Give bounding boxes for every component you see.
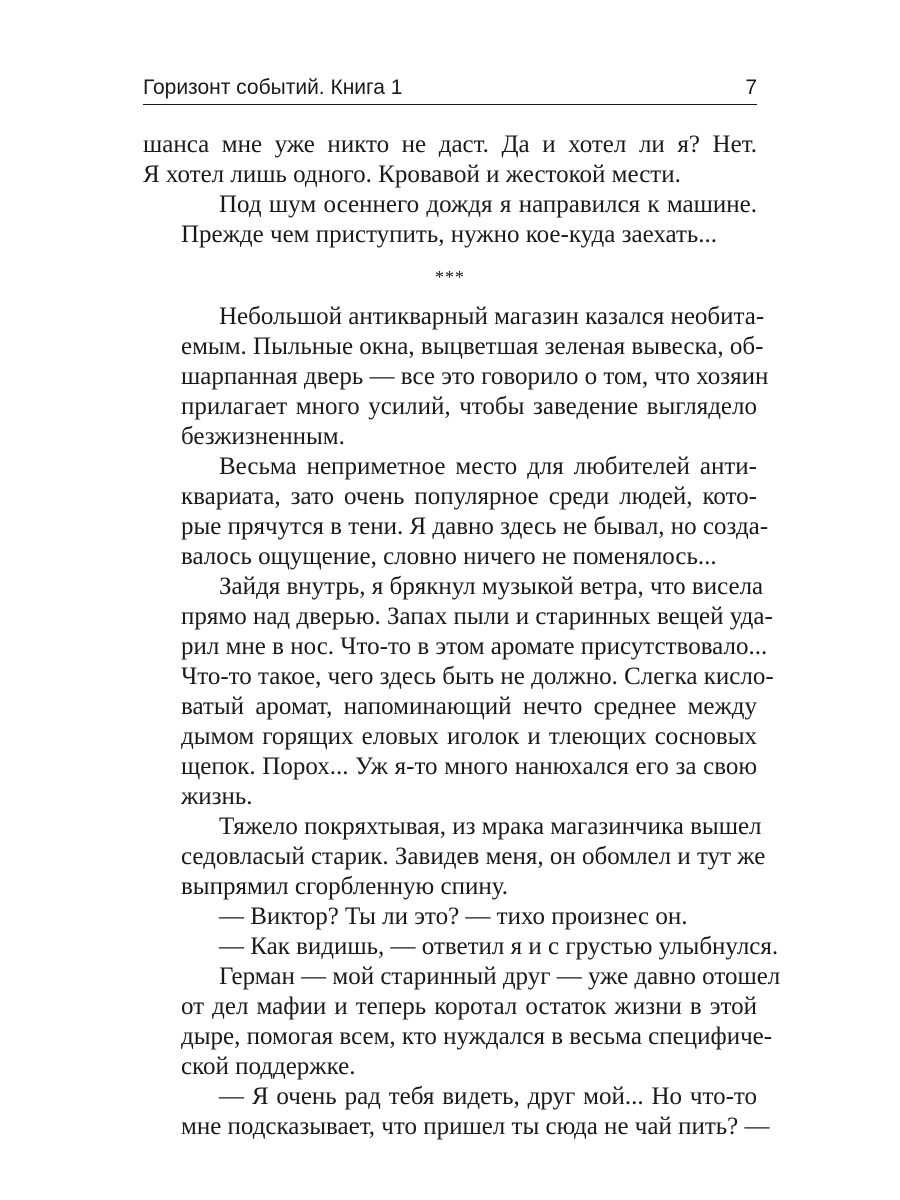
text-line: седовласый старик. Завидев меня, он обомлел и тут же — [181, 843, 766, 870]
paragraph-3 — [143, 302, 769, 452]
text-line: валось ощущение, словно ничего не поменялось... — [181, 543, 717, 570]
paragraph-7 — [143, 962, 781, 1082]
dialogue-line-1 — [143, 902, 757, 932]
text-line: — Я очень рад тебя видеть, друг мой... Но что-то — [219, 1083, 757, 1110]
dialogue-line-3 — [143, 1082, 770, 1142]
text-line: Небольшой антикварный магазин казался необита- — [219, 303, 765, 330]
text-line: жизнь. — [181, 783, 253, 810]
text-line: — Виктор? Ты ли это? — тихо произнес он. — [219, 903, 688, 930]
text-line: Весьма неприметное место для любителей анти- — [219, 453, 757, 480]
paragraph-2 — [143, 190, 757, 250]
paragraph-1 — [143, 130, 757, 190]
text-line: дымом горящих еловых иголок и тлеющих сосновых — [181, 723, 757, 750]
text-line: дыре, помогая всем, кто нуждался в весьма специфиче- — [181, 1023, 773, 1050]
paragraph-6 — [143, 812, 766, 902]
text-line: шарпанная дверь — все это говорило о том, что хозяин — [181, 363, 769, 390]
page-number: 7 — [745, 76, 757, 99]
text-line: шанса мне уже никто не даст. Да и хотел ли я? Нет. — [143, 131, 757, 158]
text-line: прилагает много усилий, чтобы заведение выглядело — [181, 393, 757, 420]
text-line: Я хотел лишь одного. Кровавой и жестокой мести. — [143, 161, 681, 188]
text-line: — Как видишь, — ответил я и с грустью улыбнулся. — [219, 933, 779, 960]
text-line: Зайдя внутрь, я брякнул музыкой ветра, что висела — [219, 573, 764, 600]
text-line: мне подсказывает, что пришел ты сюда не чай пить? — — [181, 1113, 770, 1140]
text-line: Герман — мой старинный друг — уже давно отошел — [219, 963, 781, 990]
paragraph-5 — [143, 572, 774, 812]
text-line: Что-то такое, чего здесь быть не должно. Слегка кисло- — [181, 663, 774, 690]
text-line: рил мне в нос. Что-то в этом аромате присутствовало... — [181, 633, 768, 660]
text-line: Тяжело покряхтывая, из мрака магазинчика вышел — [219, 813, 762, 840]
text-line: ватый аромат, напоминающий нечто среднее между — [181, 693, 757, 720]
paragraph-4 — [143, 452, 769, 572]
body-text — [143, 130, 781, 1142]
text-line: выпрямил сгорбленную спину. — [181, 873, 508, 900]
text-line: Под шум осеннего дождя я направился к машине. — [219, 191, 757, 218]
text-line: рые прячутся в тени. Я давно здесь не бывал, но созда- — [181, 513, 769, 540]
text-line: безжизненным. — [181, 423, 345, 450]
text-line: квариата, зато очень популярное среди людей, кото- — [181, 483, 757, 510]
text-line: от дел мафии и теперь коротал остаток жизни в этой — [181, 993, 757, 1020]
text-line: Прежде чем приступить, нужно кое-куда заехать... — [181, 221, 718, 248]
dialogue-line-2 — [143, 932, 779, 962]
text-line: прямо над дверью. Запах пыли и старинных вещей уда- — [181, 603, 773, 630]
text-line: щепок. Порох... Уж я-то много нанюхался его за свою — [181, 753, 757, 780]
book-title: Горизонт событий. Книга 1 — [143, 76, 403, 99]
header-rule — [143, 104, 757, 105]
section-separator: *** — [435, 267, 465, 287]
text-line: емым. Пыльные окна, выцветшая зеленая вывеска, об- — [181, 333, 764, 360]
text-line: ской поддержке. — [181, 1053, 356, 1080]
running-head — [143, 74, 757, 104]
